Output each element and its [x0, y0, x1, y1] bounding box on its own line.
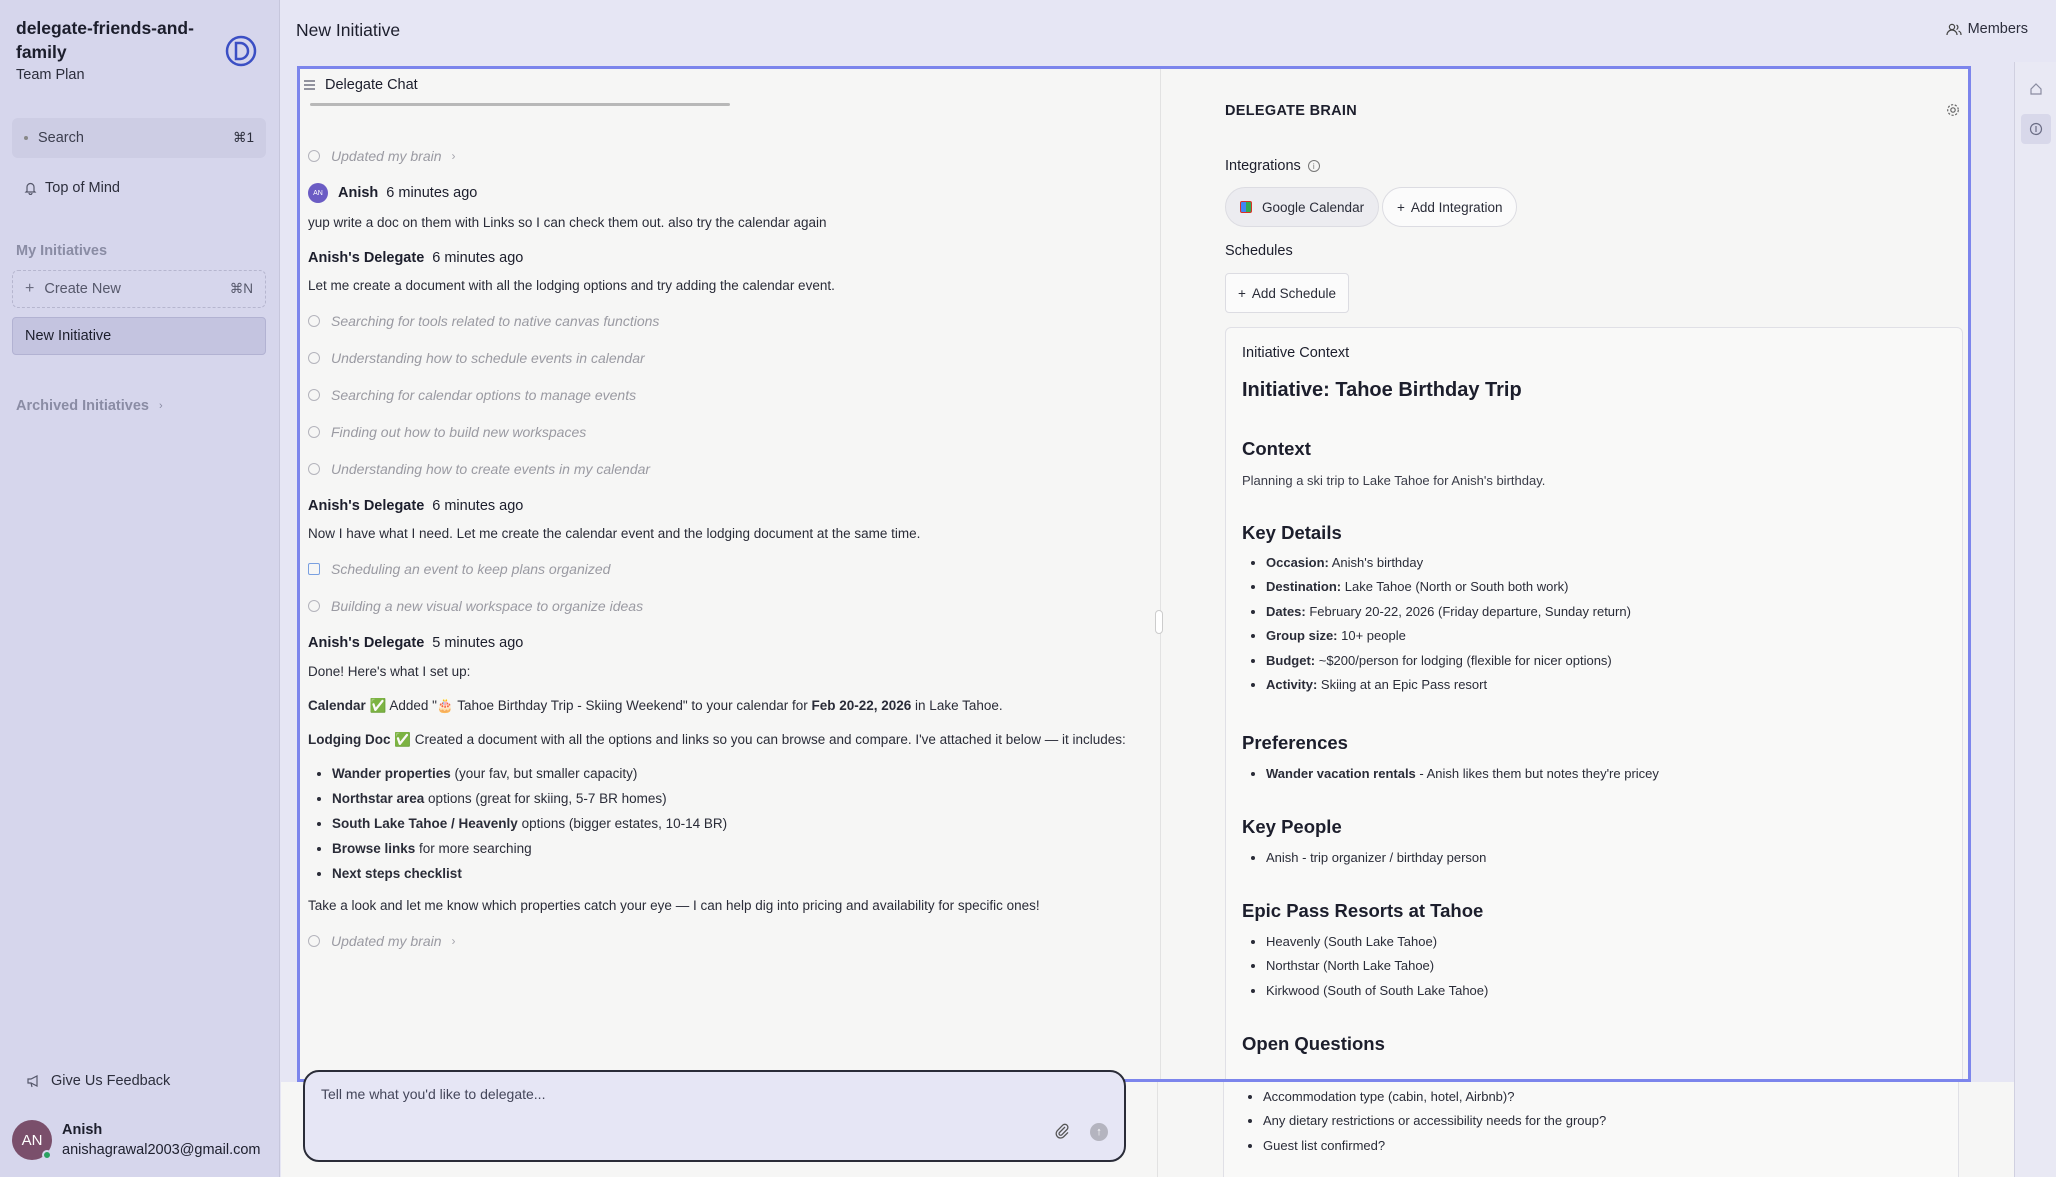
- tool-call[interactable]: [308, 424, 586, 440]
- search-icon: [308, 426, 320, 438]
- lodging-bullet-list: [332, 766, 727, 891]
- list-item: [1266, 579, 1631, 603]
- tool-call-label: Searching for calendar options to manage events: [331, 387, 637, 403]
- tool-call-label: Scheduling an event to keep plans organized: [331, 561, 611, 577]
- list-item-text: options (bigger estates, 10-14 BR): [517, 816, 728, 831]
- add-integration-label: Add Integration: [1410, 199, 1503, 215]
- top-of-mind-label: Top of Mind: [45, 180, 120, 196]
- integration-label: Google Calendar: [1262, 199, 1365, 215]
- list-item-text: for more searching: [415, 841, 532, 856]
- clipped-message-line: [310, 99, 730, 107]
- list-item: [1266, 653, 1631, 677]
- list-item: [1266, 766, 1659, 781]
- create-new-label: Create New: [44, 281, 121, 297]
- calendar-result-label: Calendar: [308, 698, 366, 713]
- calendar-result-line: [308, 698, 1003, 714]
- detail-value: Skiing at an Epic Pass resort: [1317, 676, 1488, 692]
- right-rail: [2014, 62, 2056, 1177]
- people-icon: [1946, 23, 1962, 36]
- tool-call-label: Understanding how to schedule events in calendar: [331, 350, 645, 366]
- detail-value: 10+ people: [1337, 628, 1406, 644]
- search-button[interactable]: [12, 118, 266, 158]
- brain-icon: [308, 150, 320, 162]
- list-item: [1266, 677, 1631, 701]
- initiative-context-card: [1225, 327, 1963, 1082]
- add-schedule-button[interactable]: [1225, 273, 1349, 313]
- add-integration-button[interactable]: [1382, 187, 1517, 227]
- user-message-text: yup write a doc on them with Links so I can check them out. also try the calendar again: [308, 215, 827, 230]
- user-name: Anish: [62, 1122, 103, 1138]
- detail-value: Anish's birthday: [1328, 555, 1424, 570]
- workspace-name[interactable]: delegate-friends-and-family: [16, 18, 194, 62]
- archived-initiatives-toggle[interactable]: [16, 398, 163, 414]
- lodging-result-label: Lodging Doc: [308, 732, 391, 747]
- info-icon[interactable]: i: [1308, 160, 1320, 172]
- detail-key: Activity:: [1266, 676, 1318, 692]
- delegate-brain-pane: [1162, 69, 1971, 1079]
- search-icon: [308, 352, 320, 364]
- brain-icon: [308, 935, 320, 947]
- members-button[interactable]: [1946, 21, 2028, 37]
- delegate-logo-icon: [224, 34, 258, 68]
- archived-initiatives-label: Archived Initiatives: [16, 398, 149, 414]
- detail-key: Budget:: [1266, 652, 1316, 668]
- message-time: 5 minutes ago: [432, 635, 524, 651]
- context-paragraph: Planning a ski trip to Lake Tahoe for Anish's birthday.: [1242, 473, 1546, 488]
- list-item: • Anish - trip organizer / birthday person: [1266, 850, 1486, 865]
- avatar: AN: [308, 183, 328, 203]
- delegate-message-text: Let me create a document with all the lodging options and try adding the calendar event.: [308, 278, 835, 293]
- author-name: Anish's Delegate: [308, 498, 425, 514]
- delegate-message-intro: Done! Here's what I set up:: [308, 664, 471, 679]
- list-item-bold: Wander properties: [332, 766, 451, 781]
- tool-call-label: Understanding how to create events in my calendar: [331, 461, 651, 477]
- brain-title: DELEGATE BRAIN: [1225, 103, 1358, 119]
- message-author: [308, 183, 477, 203]
- key-people-heading: Key People: [1242, 816, 1342, 837]
- brain-panel-icon[interactable]: [2021, 114, 2051, 144]
- pane-divider: [1157, 1082, 1158, 1177]
- workspace-plan: Team Plan: [16, 67, 85, 83]
- google-calendar-icon: [1240, 201, 1252, 213]
- user-profile[interactable]: [12, 1120, 261, 1160]
- context-heading: Initiative: Tahoe Birthday Trip: [1242, 379, 1522, 401]
- preferences-list: [1266, 766, 1659, 781]
- chevron-right-icon: ›: [158, 400, 163, 412]
- calendar-result-dates: Feb 20-22, 2026: [811, 698, 912, 713]
- calendar-result-text: ✅ Added "🎂 Tahoe Birthday Trip - Skiing Weekend" to your calendar for: [365, 698, 812, 713]
- list-item-text: options (great for skiing, 5-7 BR homes): [424, 791, 667, 806]
- list-item: • Kirkwood (South of South Lake Tahoe): [1266, 983, 1488, 1007]
- search-icon: [308, 600, 320, 612]
- tool-call-updated-brain[interactable]: [308, 933, 456, 949]
- message-time: 6 minutes ago: [432, 250, 524, 266]
- preferences-heading: Preferences: [1242, 732, 1348, 753]
- tool-call[interactable]: [308, 387, 636, 403]
- chat-header: [300, 69, 1160, 101]
- delegate-message-text: Now I have what I need. Let me create the calendar event and the lodging document at the same time.: [308, 526, 921, 541]
- tool-call[interactable]: [308, 561, 610, 577]
- avatar: [12, 1120, 52, 1160]
- schedules-heading: Schedules: [1225, 243, 1293, 259]
- detail-key: Destination:: [1266, 579, 1342, 595]
- tool-call[interactable]: [308, 598, 643, 614]
- tool-call-updated-brain[interactable]: [308, 148, 456, 164]
- list-item-bold: Northstar area: [332, 791, 425, 806]
- list-item: [332, 816, 727, 831]
- search-label: Search: [38, 130, 84, 146]
- resorts-heading: Epic Pass Resorts at Tahoe: [1242, 900, 1484, 921]
- list-item: • Northstar (North Lake Tahoe): [1266, 958, 1488, 982]
- tool-call[interactable]: [308, 350, 645, 366]
- preference-key: Wander vacation rentals: [1266, 766, 1416, 781]
- message-time: 6 minutes ago: [386, 185, 478, 201]
- search-icon: [308, 389, 320, 401]
- members-label: Members: [1967, 21, 2028, 37]
- chevron-right-icon: ›: [451, 934, 456, 948]
- key-people-list: [1266, 850, 1486, 865]
- search-icon: [308, 463, 320, 475]
- create-new-button[interactable]: [12, 270, 266, 308]
- plus-icon: +: [1397, 199, 1405, 215]
- tool-call[interactable]: [308, 313, 659, 329]
- chevron-right-icon: ›: [451, 149, 456, 163]
- paperclip-icon[interactable]: [1054, 1122, 1070, 1145]
- tool-call-label: Updated my brain: [331, 933, 442, 949]
- message-author: [308, 498, 523, 514]
- tool-call-label: Searching for tools related to native canvas functions: [331, 313, 660, 329]
- list-item: [1266, 555, 1631, 579]
- list-item-bold: South Lake Tahoe / Heavenly: [332, 816, 518, 831]
- online-status-dot: [42, 1150, 52, 1160]
- my-initiatives-heading: My Initiatives: [16, 243, 108, 259]
- menu-icon[interactable]: [304, 80, 315, 90]
- send-button[interactable]: [1090, 1123, 1108, 1141]
- chat-title: Delegate Chat: [325, 77, 418, 93]
- message-time: 6 minutes ago: [432, 498, 524, 514]
- detail-key: Occasion:: [1266, 555, 1329, 570]
- key-details-heading: Key Details: [1242, 522, 1342, 543]
- author-name: Anish: [338, 185, 379, 201]
- delegate-chat-pane: [300, 69, 1161, 1079]
- gear-icon[interactable]: [1946, 103, 1960, 122]
- author-name: Anish's Delegate: [308, 635, 425, 651]
- list-item: [1266, 604, 1631, 628]
- detail-key: Group size:: [1266, 628, 1338, 644]
- tool-call-label: Updated my brain: [331, 148, 442, 164]
- list-item: [332, 766, 727, 781]
- open-question-item: • Accommodation type (cabin, hotel, Airbnb)?: [1263, 1089, 1647, 1114]
- calendar-result-text: in Lake Tahoe.: [911, 698, 1003, 713]
- give-feedback-button[interactable]: [26, 1073, 170, 1089]
- search-icon: [24, 136, 28, 140]
- top-of-mind-link[interactable]: [24, 180, 120, 196]
- integrations-heading: [1225, 158, 1320, 174]
- message-author: [308, 635, 523, 651]
- delegate-message-closing: Take a look and let me know which properties catch your eye — I can help dig into pricing and availability for specific ones!: [308, 898, 1040, 913]
- integrations-label: Integrations: [1225, 158, 1301, 174]
- search-shortcut: ⌘1: [232, 130, 254, 145]
- feedback-label: Give Us Feedback: [51, 1073, 171, 1089]
- add-schedule-label: Add Schedule: [1251, 285, 1336, 301]
- tool-call-label: Finding out how to build new workspaces: [331, 424, 587, 440]
- home-icon[interactable]: [2021, 74, 2051, 104]
- list-item: • Heavenly (South Lake Tahoe): [1266, 934, 1488, 958]
- pane-resize-handle[interactable]: [1155, 610, 1163, 634]
- list-item: [332, 841, 727, 856]
- open-question-item: • Guest list confirmed?: [1263, 1138, 1647, 1163]
- list-item-bold: Next steps checklist: [332, 866, 462, 881]
- detail-key: Dates:: [1266, 603, 1306, 619]
- sidebar-item-label: New Initiative: [25, 328, 112, 344]
- detail-value: ~$200/person for lodging (flexible for nicer options): [1315, 652, 1612, 668]
- author-name: Anish's Delegate: [308, 250, 425, 266]
- chat-composer: [303, 1070, 1126, 1162]
- page-title: New Initiative: [296, 20, 401, 40]
- open-question-item: • Any dietary restrictions or accessibility needs for the group?: [1263, 1113, 1647, 1138]
- calendar-icon: [308, 563, 320, 575]
- list-item: [332, 791, 727, 806]
- sidebar: [0, 0, 280, 1177]
- key-details-list: [1266, 555, 1631, 701]
- bell-icon: [24, 181, 37, 195]
- open-questions-heading: Open Questions: [1242, 1033, 1385, 1054]
- google-calendar-integration[interactable]: [1225, 187, 1379, 227]
- sidebar-item-new-initiative[interactable]: [12, 317, 266, 355]
- resorts-list: [1266, 934, 1488, 1007]
- top-bar: [281, 0, 2056, 62]
- list-item-bold: Browse links: [332, 841, 416, 856]
- lodging-result-text: ✅ Created a document with all the options and links so you can browse and compare. I've attached it below — it includes:: [390, 732, 1126, 747]
- context-section-heading: Context: [1242, 438, 1311, 459]
- search-icon: [308, 315, 320, 327]
- tool-call[interactable]: [308, 461, 650, 477]
- lodging-result-line: [308, 732, 1126, 748]
- delegate-input[interactable]: Tell me what you'd like to delegate...: [321, 1086, 546, 1102]
- list-item: [1266, 628, 1631, 652]
- message-author: [308, 250, 523, 266]
- detail-value: February 20-22, 2026 (Friday departure, Sunday return): [1305, 603, 1631, 619]
- preference-value: - Anish likes them but notes they're pricey: [1415, 766, 1659, 781]
- list-item: [332, 866, 727, 881]
- list-item-text: (your fav, but smaller capacity): [450, 766, 638, 781]
- context-card-label: Initiative Context: [1242, 345, 1350, 361]
- plus-icon: +: [1238, 285, 1246, 301]
- avatar-initials: AN: [21, 1131, 43, 1149]
- megaphone-icon: [26, 1074, 41, 1088]
- detail-value: Lake Tahoe (North or South both work): [1341, 579, 1569, 595]
- tool-call-label: Building a new visual workspace to organize ideas: [331, 598, 644, 614]
- user-email: anishagrawal2003@gmail.com: [62, 1142, 261, 1158]
- plus-icon: +: [25, 280, 35, 297]
- initiative-workspace: [297, 66, 1971, 1082]
- arrow-up-icon: ↑: [1096, 1126, 1102, 1138]
- create-new-shortcut: ⌘N: [229, 281, 253, 296]
